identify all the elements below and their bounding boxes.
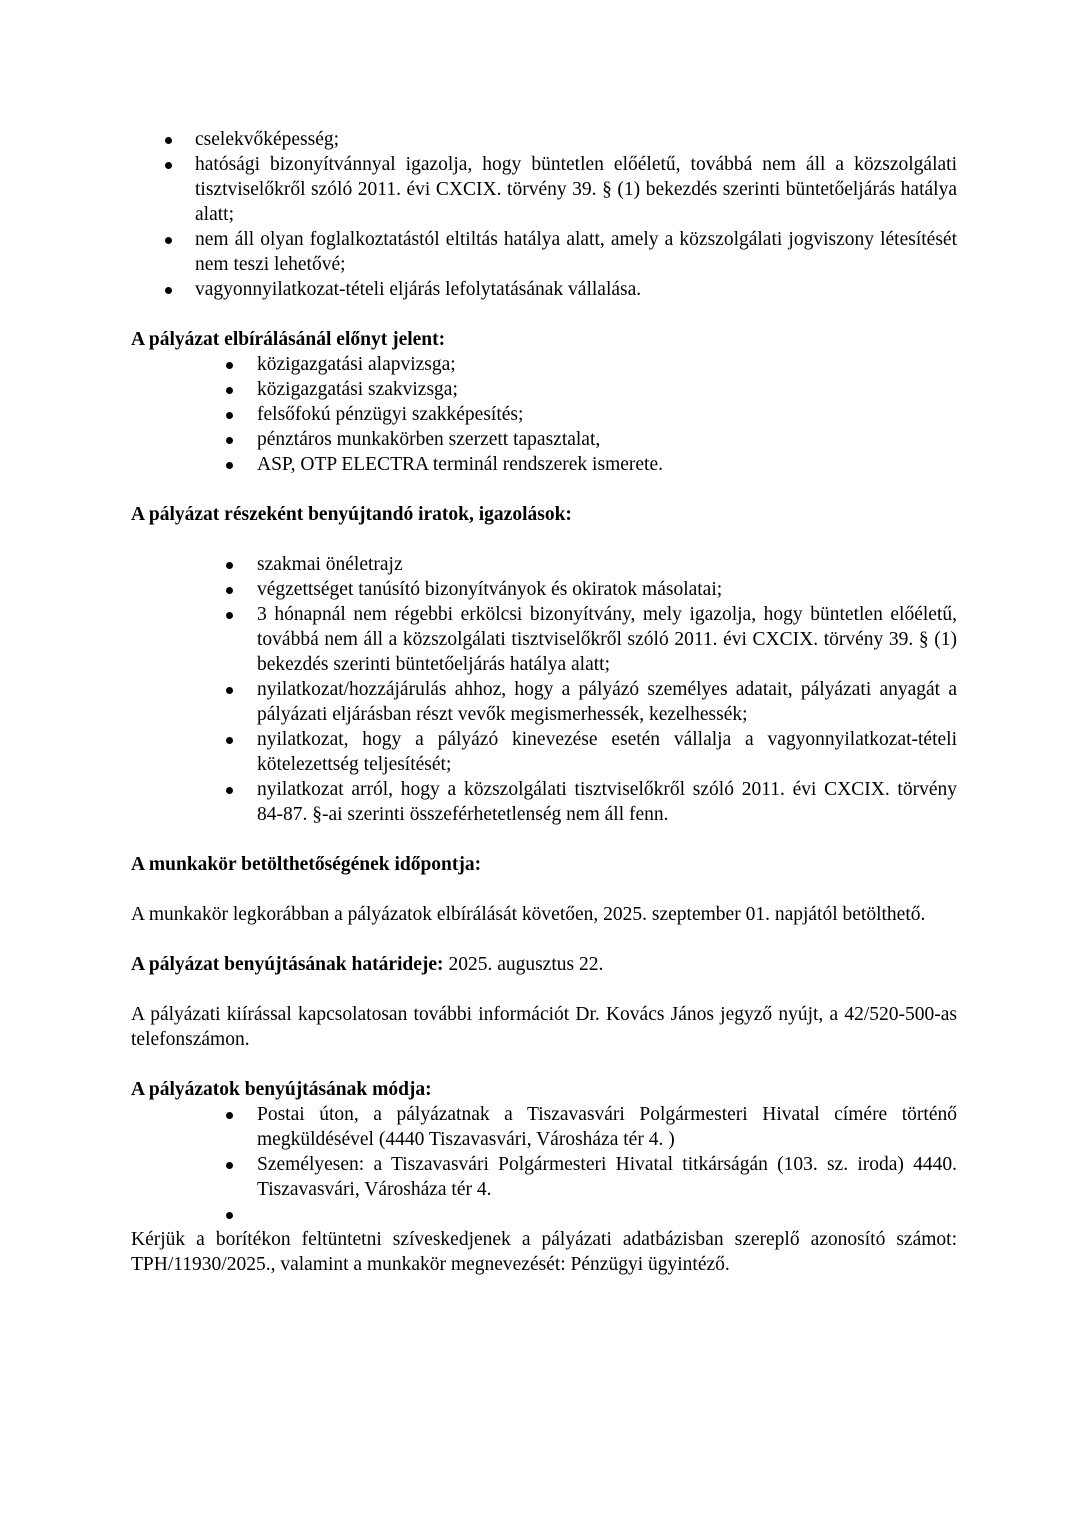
bullet-icon [226, 562, 233, 569]
bullet-icon [226, 462, 233, 469]
bullet-icon [165, 162, 172, 169]
list-item: felsőfokú pénzügyi szakképesítés; [131, 402, 957, 427]
list-item: nyilatkozat, hogy a pályázó kinevezése esetén vállalja a vagyonnyilatkozat-tételi kötelezettség teljesítését; [131, 727, 957, 777]
list-item: közigazgatási alapvizsga; [131, 352, 957, 377]
bullet-icon [226, 437, 233, 444]
start-date-heading: A munkakör betölthetőségének időpontja: [131, 854, 482, 875]
list-item: pénztáros munkakörben szerzett tapasztalat, [131, 427, 957, 452]
bullet-icon [165, 287, 172, 294]
bullet-icon [226, 1112, 233, 1119]
list-item: Postai úton, a pályázatnak a Tiszavasvári Polgármesteri Hivatal címére történő megküldésével (4440 Tiszavasvári, Városháza tér 4. ) [131, 1102, 957, 1152]
closing-text: Kérjük a borítékon feltüntetni szíveskedjenek a pályázati adatbázisban szereplő azonosító számot: TPH/11930/2025., valamint a munkakör megnevezését: Pénzügyi ügyintéző. [131, 1229, 957, 1275]
bullet-icon [226, 787, 233, 794]
documents-heading: A pályázat részeként benyújtandó iratok, igazolások: [131, 504, 572, 525]
documents-list [131, 552, 957, 827]
start-date-text: A munkakör legkorábban a pályázatok elbírálását követően, 2025. szeptember 01. napjától betölthető. [131, 904, 926, 925]
bullet-icon [226, 1162, 233, 1169]
list-item: 3 hónapnál nem régebbi erkölcsi bizonyítvány, mely igazolja, hogy büntetlen előéletű, továbbá nem áll a közszolgálati tisztviselőkről szóló 2011. évi CXCIX. törvény 39. § (1) bekezdés szerinti büntetőeljárás hatálya alatt; [131, 602, 957, 677]
deadline-label: A pályázat benyújtásának határideje: [131, 954, 444, 975]
info-text: A pályázati kiírással kapcsolatosan további információt Dr. Kovács János jegyző nyújt, a 42/520-500-as telefonszámon. [131, 1004, 957, 1050]
bullet-icon [226, 1212, 233, 1219]
document-page [131, 127, 957, 1277]
bullet-icon [165, 237, 172, 244]
list-item: ASP, OTP ELECTRA terminál rendszerek ismerete. [131, 452, 957, 477]
bullet-icon [226, 612, 233, 619]
bullet-icon [226, 362, 233, 369]
bullet-icon [226, 737, 233, 744]
list-item: nyilatkozat arról, hogy a közszolgálati tisztviselőkről szóló 2011. évi CXCIX. törvény 84-87. §-ai szerinti összeférhetetlenség nem áll fenn. [131, 777, 957, 827]
list-item: Személyesen: a Tiszavasvári Polgármesteri Hivatal titkárságán (103. sz. iroda) 4440. Tiszavasvári, Városháza tér 4. [131, 1152, 957, 1202]
list-item-empty [131, 1202, 957, 1227]
bullet-icon [165, 137, 172, 144]
list-item: nem áll olyan foglalkoztatástól eltiltás hatálya alatt, amely a közszolgálati jogviszony létesítését nem teszi lehetővé; [131, 227, 957, 277]
list-item: végzettséget tanúsító bizonyítványok és okiratok másolatai; [131, 577, 957, 602]
list-item: cselekvőképesség; [131, 127, 957, 152]
bullet-icon [226, 687, 233, 694]
list-item: közigazgatási szakvizsga; [131, 377, 957, 402]
requirements-list [131, 127, 957, 302]
submission-list [131, 1102, 957, 1227]
list-item: vagyonnyilatkozat-tételi eljárás lefolytatásának vállalása. [131, 277, 957, 302]
advantage-list [131, 352, 957, 477]
list-item: hatósági bizonyítvánnyal igazolja, hogy büntetlen előéletű, továbbá nem áll a közszolgálati tisztviselőkről szóló 2011. évi CXCIX. törvény 39. § (1) bekezdés szerinti büntetőeljárás hatálya alatt; [131, 152, 957, 227]
deadline-line [131, 952, 957, 977]
submission-heading: A pályázatok benyújtásának módja: [131, 1079, 432, 1100]
bullet-icon [226, 587, 233, 594]
list-item: szakmai önéletrajz [131, 552, 957, 577]
deadline-value: 2025. augusztus 22. [443, 954, 604, 975]
bullet-icon [226, 387, 233, 394]
advantage-heading: A pályázat elbírálásánál előnyt jelent: [131, 329, 446, 350]
bullet-icon [226, 412, 233, 419]
list-item: nyilatkozat/hozzájárulás ahhoz, hogy a pályázó személyes adatait, pályázati anyagát a pályázati eljárásban részt vevők megismerhessék, kezelhessék; [131, 677, 957, 727]
